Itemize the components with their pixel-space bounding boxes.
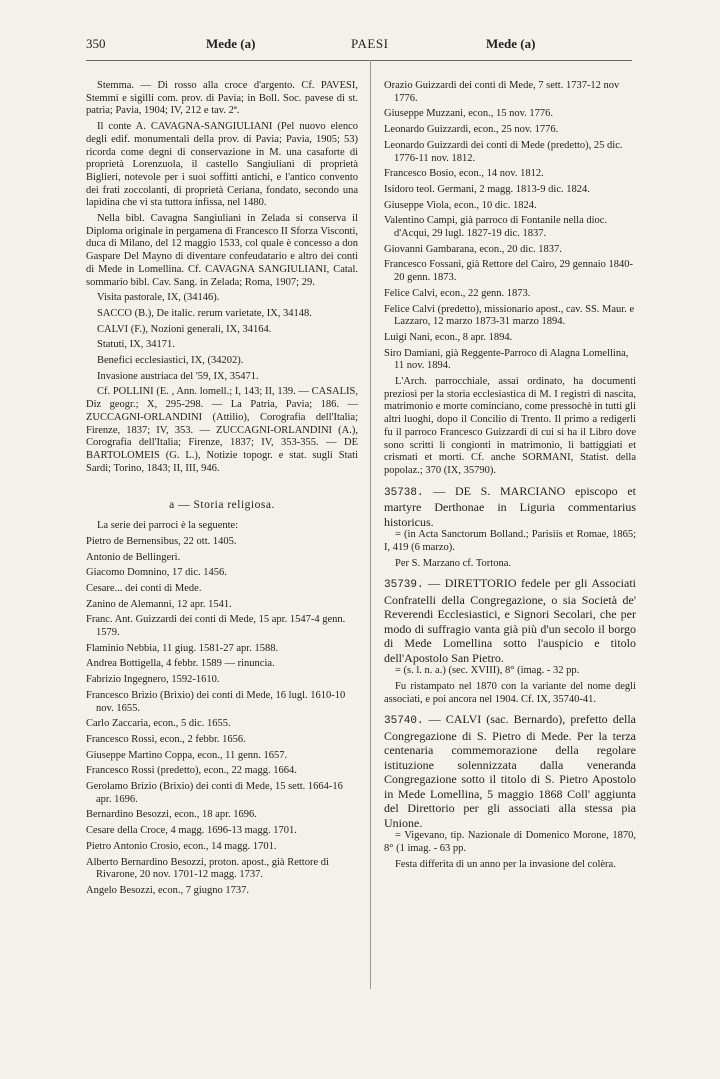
parroco-item: Zanino de Alemanni, 12 apr. 1541. xyxy=(86,598,232,610)
parroco-item: Gerolamo Brizio (Brixio) dei conti di Mede, 15 sett. 1664-16 apr. 1696. xyxy=(86,781,343,805)
parroco-item: Francesco Rossi (predetto), econ., 22 magg. 1664. xyxy=(86,765,297,777)
entry-publication: = (in Acta Sanctorum Bolland.; Parisiis et Romae, 1865; I, 419 (6 marzo). xyxy=(384,529,636,553)
series-intro: La serie dei parroci è la seguente: xyxy=(97,520,239,532)
parroco-item: Francesco Brizio (Brixio) dei conti di Mede, 16 lugl. 1610-10 nov. 1655. xyxy=(86,689,346,714)
entry-publication: = (s. l. n. a.) (sec. XVIII), 8° (imag. - 32 pp. xyxy=(395,665,580,677)
parroco-item: Leonardo Guizzardi dei conti di Mede (predetto), 25 dic. 1776-11 nov. 1812. xyxy=(384,139,623,164)
running-title-left: Mede (a) xyxy=(206,36,256,51)
diploma-paragraph: Nella bibl. Cavagna Sangiuliani in Zelada si conserva il Diploma originale in pergamena di Francesco II Sforza Visconti, duca di Milano, del 12 maggio 1533, col quale è concesso a don Gaspare Del Mayno di diventare confeudatario e altro dei conti di Mede in Lomellina. Cf. CAVAGNA SANGIULIANI, Catal. sommario bibl. Cav. Sang. in Zelada; Roma, 1907; 29. xyxy=(86,213,358,288)
parroco-item: Cesare... dei conti di Mede. xyxy=(86,582,202,594)
parroco-item: Luigi Nani, econ., 8 apr. 1894. xyxy=(384,331,513,343)
entry-note: Per S. Marzano cf. Tortona. xyxy=(395,557,511,569)
entry-number: 35740. xyxy=(384,715,424,728)
bibliography-entry xyxy=(384,576,636,665)
parroco-item: Felice Calvi (predetto), missionario apost., cav. SS. Maur. e Lazzaro, 12 marzo 1873-31 marzo 1894. xyxy=(384,303,635,328)
parroco-item: Franc. Ant. Guizzardi dei conti di Mede, 15 apr. 1547-4 genn. 1579. xyxy=(86,614,346,639)
column-divider xyxy=(370,60,371,989)
parroco-item: Pietro de Bernensibus, 22 ott. 1405. xyxy=(86,535,237,547)
parroco-item: Carlo Zaccaria, econ., 5 dic. 1655. xyxy=(86,718,231,730)
bibliography-entry xyxy=(384,484,636,530)
right-column xyxy=(384,80,636,875)
parroco-item: Alberto Bernardino Besozzi, proton. apost., già Rettore di Rivarone, 20 nov. 1701-12 magg. 1737. xyxy=(86,856,329,881)
parroco-item: Orazio Guizzardi dei conti di Mede, 7 sett. 1737-12 nov 1776. xyxy=(384,80,620,104)
parroco-item: Flaminio Nebbia, 11 giug. 1581-27 apr. 1588. xyxy=(86,642,279,654)
entry-note: Festa differita di un anno per la invasione del colèra. xyxy=(395,858,616,870)
parroco-item: Felice Calvi, econ., 22 genn. 1873. xyxy=(384,287,531,299)
header-rule xyxy=(86,60,632,61)
parroco-item: Giuseppe Viola, econ., 10 dic. 1824. xyxy=(384,199,537,211)
parroco-item: Isidoro teol. Germani, 2 magg. 1813-9 dic. 1824. xyxy=(384,183,590,195)
entry-note: Fu ristampato nel 1870 con la variante del nome degli associati, e poi ancora nel 1904. Cf. IX, 35740-41. xyxy=(384,681,636,705)
parroco-item: Leonardo Guizzardi, econ., 25 nov. 1776. xyxy=(384,124,559,136)
parroco-item: Giovanni Gambarana, econ., 20 dic. 1837. xyxy=(384,243,562,255)
entry-number: 35738. xyxy=(384,486,424,499)
bibliography-paragraph: Cf. POLLINI (E. , Ann. lomell.; I, 143; II, 139. — CASALIS, Diz geogr.; X, 295-298. — La Patria, Pavia; 186. — ZUCCAGNI-ORLANDINI (Attilio), Corografia dell'Italia; Firenze, 1837; IV, 353. — ZUCCAGNI-ORLANDINI (A.), Corografia dell'Italia; Firenze, 1837; IV, 353-355. — DE BARTOLOMEIS (G. L.), Notizie topogr. e stat. sugli Stati Sardi; Torino, 1843; II, III, 946. xyxy=(86,386,358,474)
reference-line: Benefici ecclesiastici, IX, (34202). xyxy=(97,355,244,367)
running-title-center: PAESI xyxy=(351,36,389,51)
parroco-item: Cesare della Croce, 4 magg. 1696-13 magg. 1701. xyxy=(86,825,297,837)
parroco-item: Angelo Besozzi, econ., 7 giugno 1737. xyxy=(86,884,250,896)
entry-text: — CALVI (sac. Bernardo), prefetto della Congregazione di S. Pietro di Mede. Per la terza centenaria commemorazione della regolare istituzione solennizzata dalla veneranda Congregazione sotto il titolo di S. Pietro Apostolo in Mede Lomellina, 5 maggio 1868 Coll' aggiunta del Direttorio per gli associati alla stessa pia Unione. xyxy=(384,712,637,830)
parroco-item: Francesco Fossani, già Rettore del Cairo, 29 gennaio 1840-20 genn. 1873. xyxy=(384,259,634,284)
reference-line: Statuti, IX, 34171. xyxy=(97,339,175,351)
stemma-paragraph: Stemma. — Di rosso alla croce d'argento. Cf. PAVESI, Stemmi e sigilli com. prov. di Pavia; in Boll. Soc. pavese di st. patria; Pavia, 1904; IV, 212 e tav. 2ª. xyxy=(86,80,358,117)
reference-line: SACCO (B.), De italic. rerum varietate, IX, 34148. xyxy=(97,307,312,319)
parroco-item: Giuseppe Martino Coppa, econ., 11 genn. 1657. xyxy=(86,749,288,761)
page-number: 350 xyxy=(86,36,106,51)
monuments-paragraph: Il conte A. CAVAGNA-SANGIULIANI (Pel nuovo elenco degli edif. monumentali della prov. di Pavia; Pavia, 1905; 53) ricorda come degni di conservazione in M. una casaforte di proprietà Lorenzuola, il castello Sangiuliani di proprietà Biglieri, notevole per i suoi soffitti antichi, e l'antico convento dei frati zoccolanti, di proprietà Ceriana, fondato, secondo una lapidina che vi sta tuttora infissa, nel 1480. xyxy=(86,121,358,209)
parroco-item: Francesco Rossi, econ., 2 febbr. 1656. xyxy=(86,733,246,745)
section-heading: a — Storia religiosa. xyxy=(169,499,275,512)
reference-line: CALVI (F.), Nozioni generali, IX, 34164. xyxy=(97,323,272,335)
left-column xyxy=(86,80,358,901)
entry-publication: = Vigevano, tip. Nazionale di Domenico Morone, 1870, 8° (1 imag. - 63 pp. xyxy=(384,830,636,855)
parroco-item: Pietro Antonio Crosio, econ., 14 magg. 1701. xyxy=(86,840,277,852)
parroco-item: Bernardino Besozzi, econ., 18 apr. 1696. xyxy=(86,809,257,821)
bibliography-entry xyxy=(384,712,636,830)
page-header xyxy=(86,36,632,56)
reference-line: Invasione austriaca del '59, IX, 35471. xyxy=(97,370,259,382)
parroco-item: Fabrizio Ingegnero, 1592-1610. xyxy=(86,674,220,686)
parroco-item: Valentino Campi, già parroco di Fontanile nella dioc. d'Acqui, 29 lugl. 1827-19 dic. 1837. xyxy=(384,215,608,240)
reference-line: Visita pastorale, IX, (34146). xyxy=(97,292,220,304)
parroco-item: Andrea Bottigella, 4 febbr. 1589 — rinuncia. xyxy=(86,658,275,670)
entry-text: — DE S. MARCIANO episcopo et martyre Derthonae in Liguria commentarius historicus. xyxy=(384,483,637,529)
parroco-item: Giuseppe Muzzani, econ., 15 nov. 1776. xyxy=(384,108,554,120)
parroco-item: Francesco Bosio, econ., 14 nov. 1812. xyxy=(384,168,544,180)
running-title-right: Mede (a) xyxy=(486,36,536,51)
parroco-item: Giacomo Domnino, 17 dic. 1456. xyxy=(86,567,227,579)
entry-text: — DIRETTORIO fedele per gli Associati Confratelli della Congregazione, o sia Società de' Reverendi Ecclesiastici, e Signori Secolari, che per modo di suffragio vanta già più d'un secolo il borgo di Mede Lomellina sotto l'auspicio e titolo dell'Apostolo San Pietro. xyxy=(384,576,637,665)
archive-note: L'Arch. parrocchiale, assai ordinato, ha documenti preziosi per la storia ecclesiastica di M. I registri di nascita, matrimonio e morte cominciano, come pressochè in tutti gli altri luoghi, dopo il Concilio di Trento. Il primo a redigerli fu il parroco Francesco Guizzardi di cui si ha il Libro dove sono scritti li congionti in matrimonio, li battiggiati et crismati et morti. Cf. anche SORMANI, Statist. della popolaz.; 370 (IX, 35790). xyxy=(384,376,636,476)
parroco-item: Siro Damiani, già Reggente-Parroco di Alagna Lomellina, 11 nov. 1894. xyxy=(384,347,629,372)
entry-number: 35739. xyxy=(384,579,424,592)
parroco-item: Antonio de Bellingeri. xyxy=(86,551,181,563)
